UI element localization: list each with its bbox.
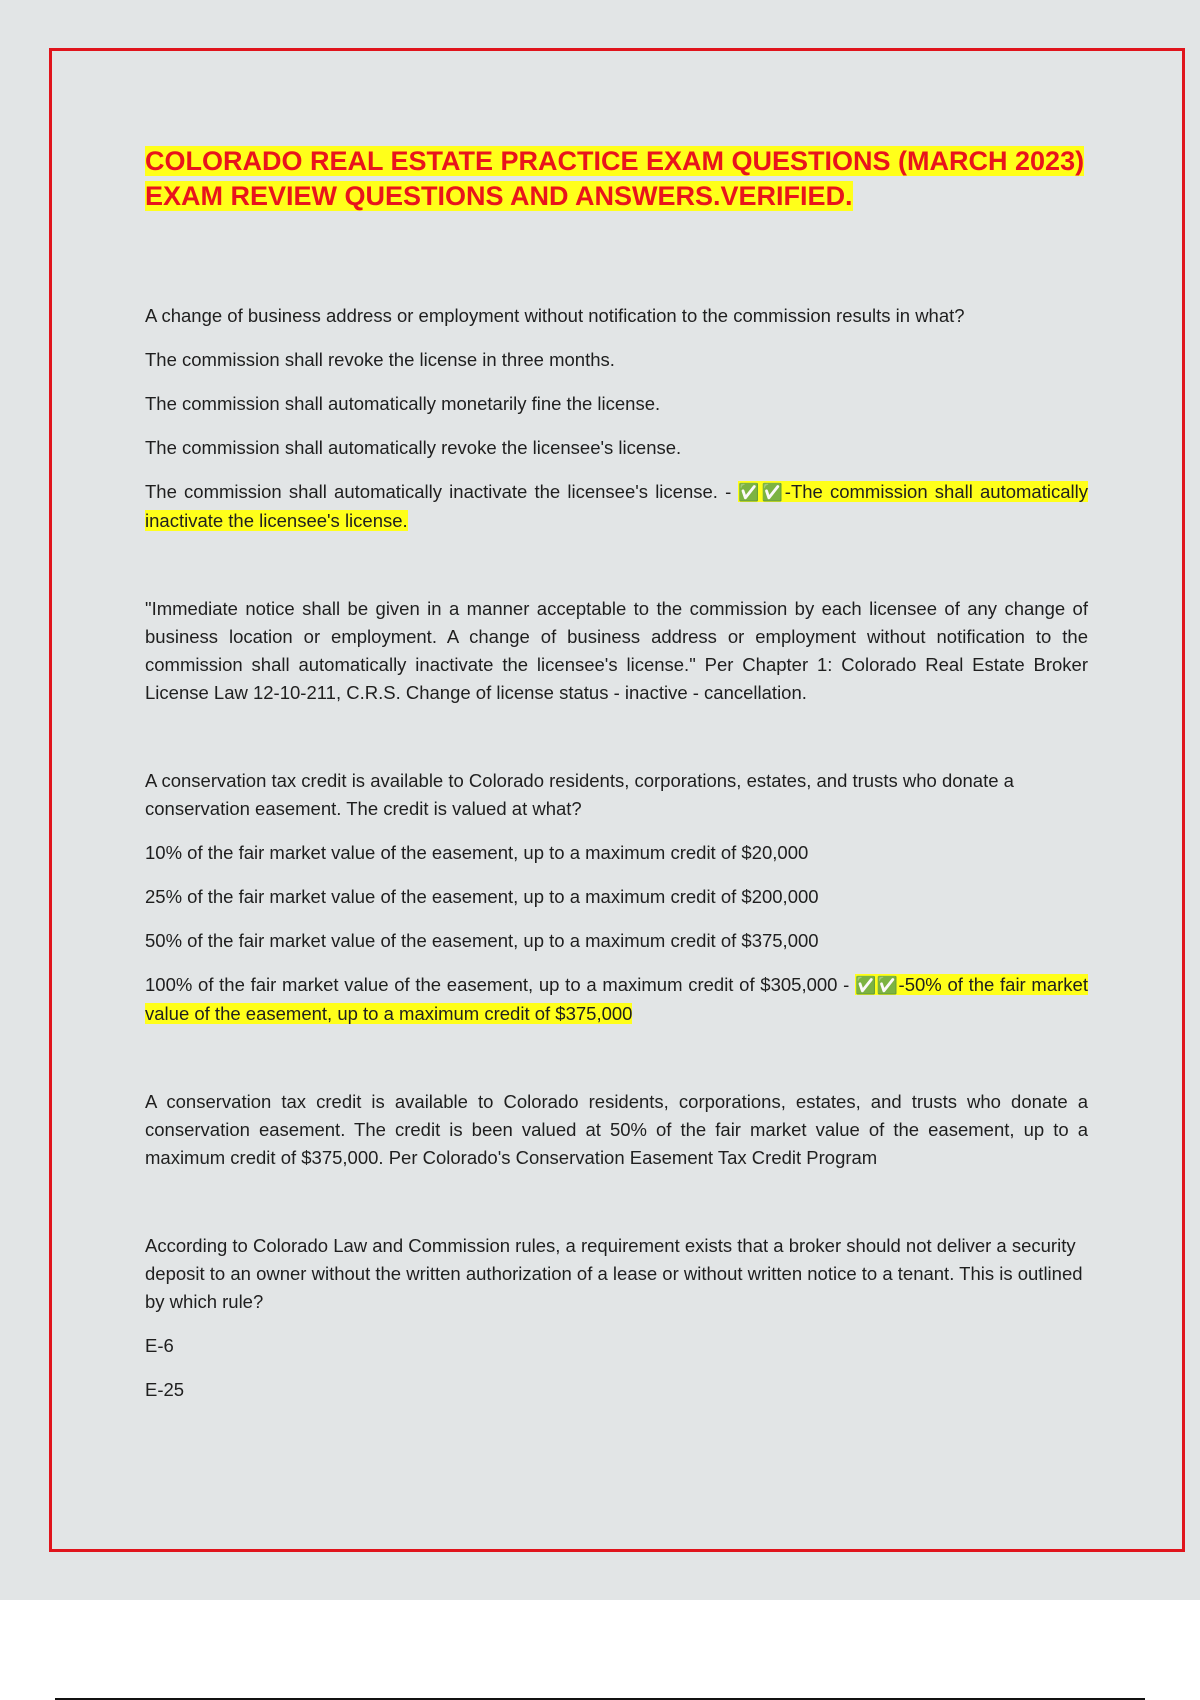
separator: - (837, 974, 856, 995)
answer-option: 25% of the fair market value of the easement, up to a maximum credit of $200,000 (145, 886, 819, 907)
question-block (145, 1232, 1088, 1404)
answer-option: The commission shall automatically monetarily fine the license. (145, 393, 661, 414)
question-text: According to Colorado Law and Commission rules, a requirement exists that a broker should not deliver a security deposit to an owner without the written authorization of a lease or without written notice to a tenant. This is outlined by which rule? (145, 1235, 1083, 1312)
explanation: "Immediate notice shall be given in a manner acceptable to the commission by each licensee of any change of business location or employment. A change of business address or employment without notification to the commission shall automatically inactivate the licensee's license." Per Chapter 1: Colorado Real Estate Broker License Law 12-10-211, C.R.S. Change of license status - inactive - cancellation. (145, 598, 1088, 703)
answer-option: The commission shall automatically inactivate the licensee's license. (145, 481, 718, 502)
separator: - (717, 481, 739, 502)
answer-option: 10% of the fair market value of the easement, up to a maximum credit of $20,000 (145, 842, 809, 863)
correct-answer: ✅✅-50% of the fair market value of the easement, up to a maximum credit of $375,000 (145, 974, 1088, 1024)
question-block (145, 767, 1088, 1172)
document-content (145, 144, 1088, 1420)
check-mark-icon: ✅✅ (855, 976, 899, 996)
check-mark-icon: ✅✅ (738, 483, 785, 503)
document-title: COLORADO REAL ESTATE PRACTICE EXAM QUESTIONS (MARCH 2023) EXAM REVIEW QUESTIONS AND ANSWERS.VERIFIED. (145, 146, 1085, 211)
answer-option: E-25 (145, 1379, 185, 1400)
question-block (145, 302, 1088, 707)
answer-option: 50% of the fair market value of the easement, up to a maximum credit of $375,000 (145, 930, 819, 951)
answer-option: The commission shall automatically revoke the licensee's license. (145, 437, 682, 458)
correct-answer: ✅✅-The commission shall automatically inactivate the licensee's license. (145, 481, 1088, 531)
answer-option: The commission shall revoke the license in three months. (145, 349, 615, 370)
question-text: A conservation tax credit is available to Colorado residents, corporations, estates, and trusts who donate a conservation easement. The credit is valued at what? (145, 770, 1014, 819)
answer-option: 100% of the fair market value of the easement, up to a maximum credit of $305,000 (145, 974, 838, 995)
answer-option: E-6 (145, 1335, 174, 1356)
answer-option-with-correct-answer (145, 971, 1088, 1028)
explanation: A conservation tax credit is available to Colorado residents, corporations, estates, and trusts who donate a conservation easement. The credit is been valued at 50% of the fair market value of the easement, up to a maximum credit of $375,000. Per Colorado's Conservation Easement Tax Credit Program (145, 1091, 1088, 1168)
answer-option-with-correct-answer (145, 478, 1088, 535)
question-text: A change of business address or employment without notification to the commission results in what? (145, 305, 965, 326)
